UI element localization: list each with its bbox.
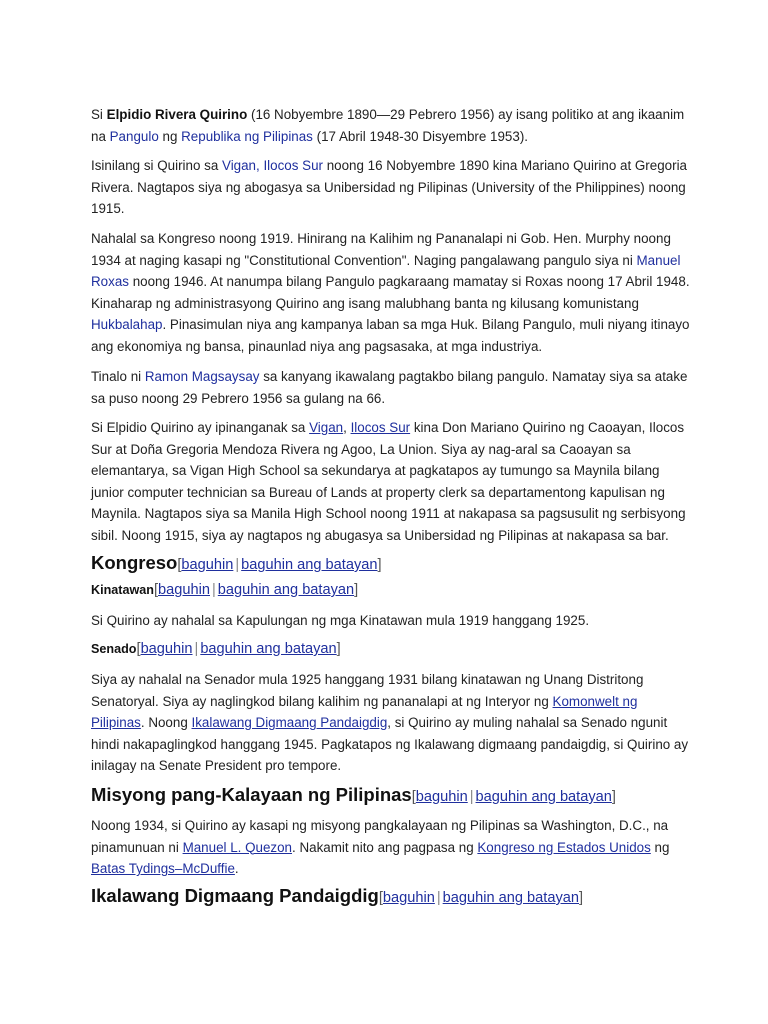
heading-kongreso: Kongreso[baguhin | baguhin ang batayan]	[91, 552, 382, 573]
edit-source-link[interactable]: baguhin ang batayan	[475, 789, 612, 805]
kinatawan-paragraph: Si Quirino ay nahalal sa Kapulungan ng mga Kinatawan mula 1919 hanggang 1925.	[91, 613, 590, 628]
edit-link[interactable]: baguhin	[181, 557, 234, 573]
edit-link[interactable]: baguhin	[415, 789, 468, 805]
intro-paragraph: Si Elpidio Rivera Quirino (16 Nobyembre 1890—29 Pebrero 1956) ay isang politiko at ang ikaanim na Pangulo ng Republika ng Pilipinas (17 Abril 1948-30 Disyembre 1953).	[91, 107, 685, 144]
birth-paragraph: Isinilang si Quirino sa Vigan, Ilocos Sur noong 16 Nobyembre 1890 kina Mariano Quirino at Gregoria Rivera. Nagtapos siya ng abogasya sa Unibersidad ng Pilipinas (University of the Philippines) noong 1915.	[91, 158, 687, 217]
edit-source-link[interactable]: baguhin ang batayan	[217, 582, 355, 598]
section-edit-links: [baguhin | baguhin ang batayan]	[136, 641, 341, 657]
death-paragraph: Tinalo ni Ramon Magsaysay sa kanyang ikawalang pagtakbo bilang pangulo. Namatay siya sa atake sa puso noong 29 Pebrero 1956 sa gulang na 66.	[91, 369, 688, 406]
link-manuel-quezon[interactable]: Manuel L. Quezon	[182, 839, 293, 855]
career-paragraph: Nahalal sa Kongreso noong 1919. Hinirang na Kalihim ng Pananalapi ni Gob. Hen. Murphy noong 1934 at naging kasapi ng "Constitutional Convention". Naging pangalawang pangulo siya ni Manuel Roxas noong 1946. At nanumpa bilang Pangulo pagkaraang mamatay si Roxas noong 17 Abril 1948. Kinaharap ng administrasyong Quirino ang isang malubhang banta ng kilusang komunistang Hukbalahap. Pinasimulan niya ang kampanya laban sa mga Huk. Bilang Pangulo, muli niyang itinayo ang ekonomiya ng bansa, pinaunlad niya ang pagsasaka, at mga industriya.	[91, 231, 690, 354]
link-hukbalahap[interactable]: Hukbalahap	[91, 317, 163, 333]
link-vigan-ilocos-sur[interactable]: Vigan, Ilocos Sur	[222, 158, 323, 173]
edit-source-link[interactable]: baguhin ang batayan	[200, 641, 337, 657]
senado-paragraph: Siya ay nahalal na Senador mula 1925 hanggang 1931 bilang kinatawan ng Unang Distritong Senatoryal. Siya ay naglingkod bilang kalihim ng pananalapi at ng Interyor ng Komonwelt ng Pilipinas. Noong Ikalawang Digmaang Pandaigdig, si Quirino ay muling nahalal sa Senado ngunit hindi nakapaglingkod hanggang 1945. Pagkatapos ng Ikalawang digmaang pandaigdig, si Quirino ay inilagay na Senate President pro tempore.	[91, 672, 689, 774]
link-ikalawang-digmaan[interactable]: Ikalawang Digmaang Pandaigdig	[191, 715, 388, 731]
heading-ikalawang-digmaan: Ikalawang Digmaang Pandaigdig[baguhin | baguhin ang batayan]	[91, 885, 584, 906]
edit-link[interactable]: baguhin	[140, 641, 193, 657]
section-edit-links: [baguhin | baguhin ang batayan]	[378, 890, 584, 906]
section-edit-links: [baguhin | baguhin ang batayan]	[153, 582, 359, 598]
article-subject-name: Elpidio Rivera Quirino	[106, 107, 248, 122]
link-ramon-magsaysay[interactable]: Ramon Magsaysay	[144, 369, 260, 384]
link-vigan[interactable]: Vigan	[309, 420, 344, 435]
edit-source-link[interactable]: baguhin ang batayan	[241, 557, 378, 573]
link-kongreso-estados-unidos[interactable]: Kongreso ng Estados Unidos	[477, 839, 651, 855]
link-ilocos-sur[interactable]: Ilocos Sur	[350, 420, 411, 435]
edit-source-link[interactable]: baguhin ang batayan	[442, 890, 579, 906]
heading-kinatawan: Kinatawan[baguhin | baguhin ang batayan]	[91, 582, 359, 598]
link-komonwelt[interactable]: Komonwelt ng Pilipinas	[91, 693, 638, 731]
link-tydings-mcduffie[interactable]: Batas Tydings–McDuffie	[91, 861, 235, 877]
section-edit-links: [baguhin | baguhin ang batayan]	[411, 789, 616, 805]
heading-misyong-kalayaan: Misyong pang-Kalayaan ng Pilipinas[baguhin | baguhin ang batayan]	[91, 784, 616, 805]
edit-link[interactable]: baguhin	[158, 582, 210, 598]
link-manuel-roxas[interactable]: Manuel Roxas	[91, 252, 681, 290]
early-life-paragraph: Si Elpidio Quirino ay ipinanganak sa Vigan, Ilocos Sur kina Don Mariano Quirino ng Caoayan, Ilocos Sur at Doña Gregoria Mendoza Rivera ng Agoo, La Union. Siya ay nag-aral sa Caoayan sa elemantarya, sa Vigan High School sa sekundarya at pagkatapos ay tumungo sa Maynila bilang junior computer technician sa Bureau of Lands at property clerk sa departamentong kapulisan ng Maynila. Nagtapos siya sa Manila High School noong 1911 at nakapasa sa pagsusulit ng serbisyong sibil. Noong 1915, siya ay nagtapos ng abugasya sa Unibersidad ng Pilipinas at nakapasa sa bar.	[91, 420, 686, 543]
edit-link[interactable]: baguhin	[382, 890, 435, 906]
link-pangulo[interactable]: Pangulo	[109, 128, 159, 144]
misyon-paragraph: Noong 1934, si Quirino ay kasapi ng misyong pangkalayaan ng Pilipinas sa Washington, D.C., na pinamunuan ni Manuel L. Quezon. Nakamit nito ang pagpasa ng Kongreso ng Estados Unidos ng Batas Tydings–McDuffie.	[91, 818, 670, 877]
heading-senado: Senado[baguhin | baguhin ang batayan]	[91, 641, 341, 657]
section-edit-links: [baguhin | baguhin ang batayan]	[177, 557, 382, 573]
link-republika[interactable]: Republika ng Pilipinas	[181, 128, 313, 144]
